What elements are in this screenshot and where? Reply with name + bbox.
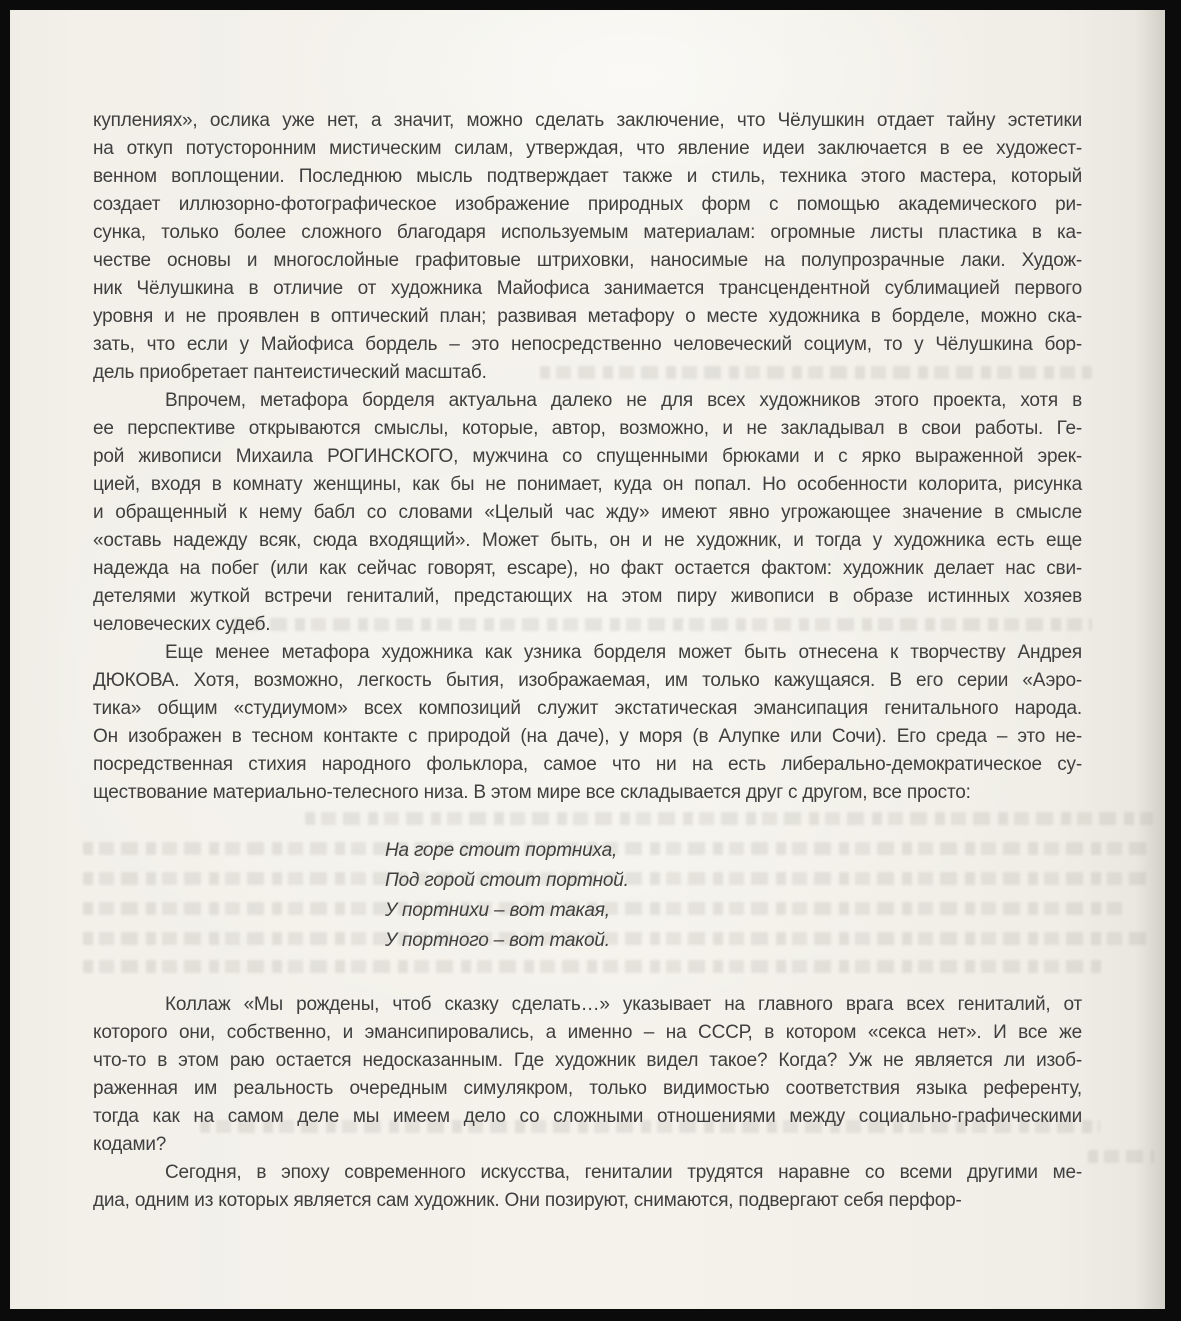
paragraph [93, 639, 1082, 807]
text-line: и обращенный к нему бабл со словами «Целый час жду» имеют явно угрожающее значение в смысле [93, 502, 1082, 523]
text-line: тика» общим «студиумом» всех композиций служит экстатическая эмансипация генитального народа. [93, 698, 1082, 719]
scanned-page [10, 10, 1165, 1309]
text-line: Он изображен в тесном контакте с природой (на даче), у моря (в Алупке или Сочи). Его среда – это не- [93, 726, 1082, 747]
text-line: честве основы и многослойные графитовые штриховки, наносимые на полупрозрачные лаки. Худож- [93, 250, 1082, 271]
text-line: ществование материально-телесного низа. В этом мире все складывается друг с другом, все просто: [93, 782, 971, 803]
text-line: ее перспективе открываются смыслы, которые, автор, возможно, и не закладывал в свои работы. Ге- [93, 418, 1082, 439]
verse-quote [385, 836, 1082, 956]
text-line: Еще менее метафора художника как узника борделя может быть отнесена к творчеству Андрея [165, 642, 1082, 663]
paragraph [93, 1159, 1082, 1215]
verse-line: У портнихи – вот такая, [385, 900, 610, 921]
text-line: кодами? [93, 1134, 167, 1155]
text-line: Сегодня, в эпоху современного искусства, гениталии трудятся наравне со всеми другими ме- [165, 1162, 1082, 1183]
text-line: детелями жуткой встречи гениталий, предстающих на этом пиру живописи в образе истинных хозяев [93, 586, 1082, 607]
text-line: куплениях», ослика уже нет, а значит, можно сделать заключение, что Чёлушкин отдает тайну эстетики [93, 110, 1082, 131]
text-line: посредственная стихия народного фольклора, самое что ни на есть либерально-демократическое су- [93, 754, 1082, 775]
text-line: сунка, только более сложного благодаря используемым материалам: огромные листы пластика в ка- [93, 222, 1082, 243]
text-line: ДЮКОВА. Хотя, возможно, легкость бытия, изображаемая, им только кажущаяся. В его серии «Аэро- [93, 670, 1082, 691]
text-line: зать, что если у Майофиса бордель – это непосредственно человеческий социум, то у Чёлушкина бор- [93, 334, 1082, 355]
verse-line: На горе стоит портниха, [385, 840, 618, 861]
ghost-text-artifact [1088, 1150, 1154, 1163]
paragraph [93, 991, 1082, 1159]
text-line: уровня и не проявлен в оптический план; развивая метафору о месте художника в борделе, можно ска- [93, 306, 1082, 327]
text-line: «оставь надежду всяк, сюда входящий». Может быть, он и не художник, и тогда у художника есть еще [93, 530, 1082, 551]
text-column [93, 107, 1082, 1215]
verse-line: Под горой стоит портной. [385, 870, 629, 891]
text-line: цией, входя в комнату женщины, как бы не понимает, куда он попал. Но особенности колорита, рисунка [93, 474, 1082, 495]
text-line: тогда как на самом деле мы имеем дело со сложными отношениями между социально-графическими [93, 1106, 1082, 1127]
paragraph [93, 387, 1082, 639]
text-line: что-то в этом раю остается недосказанным. Где художник видел такое? Когда? Уж не является ли изоб- [93, 1050, 1082, 1071]
text-line: венном воплощении. Последнюю мысль подтверждает также и стиль, техника этого мастера, который [93, 166, 1082, 187]
text-line: рой живописи Михаила РОГИНСКОГО, мужчина со спущенными брюками и с ярко выраженной эрек- [93, 446, 1082, 467]
paragraph [93, 107, 1082, 387]
text-line: ник Чёлушкина в отличие от художника Майофиса занимается трансцендентной сублимацией первого [93, 278, 1082, 299]
text-line: раженная им реальность очередным симулякром, только видимостью соответствия языка референту, [93, 1078, 1082, 1099]
text-line: Коллаж «Мы рождены, чтоб сказку сделать…» указывает на главного врага всех гениталий, от [165, 994, 1082, 1015]
text-line: создает иллюзорно-фотографическое изображение природных форм с помощью академического ри- [93, 194, 1082, 215]
text-line: Впрочем, метафора борделя актуальна далеко не для всех художников этого проекта, хотя в [165, 390, 1082, 411]
text-line: на откуп потусторонним мистическим силам, утверждая, что явление идеи заключается в ее художест- [93, 138, 1082, 159]
text-line: дель приобретает пантеистический масштаб. [93, 362, 487, 383]
text-line: диа, одним из которых является сам художник. Они позируют, снимаются, подвергают себя перфор- [93, 1190, 962, 1211]
verse-line: У портного – вот такой. [385, 930, 610, 951]
text-line: которого они, собственно, и эмансипировались, а именно – на СССР, в котором «секса нет». И все же [93, 1022, 1082, 1043]
text-line: надежда на побег (или как сейчас говорят, escape), но факт остается фактом: художник делает нас сви- [93, 558, 1082, 579]
text-line: человеческих судеб. [93, 614, 271, 635]
